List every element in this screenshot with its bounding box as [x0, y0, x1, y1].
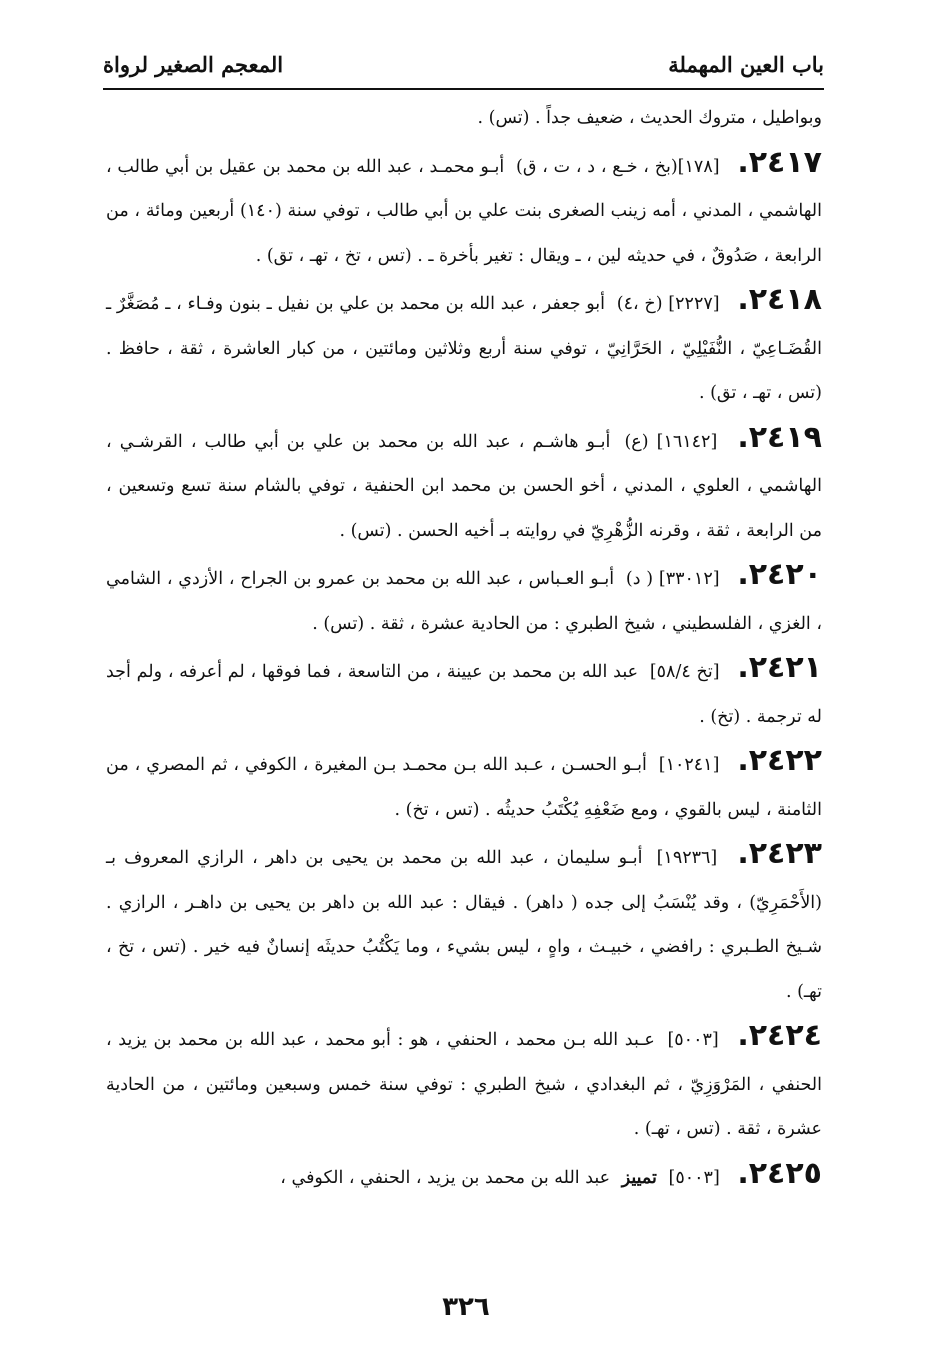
entry-2423: [106, 832, 822, 1014]
entry-number: ٢٤٢٣.: [737, 836, 822, 871]
entry-number: ٢٤١٩.: [737, 419, 822, 455]
entry-refs: [٢٢٢٧] (خ ،٤): [616, 294, 720, 314]
entry-2417: [106, 141, 822, 279]
entry-refs: [١٩٢٣٦]: [656, 848, 718, 868]
entry-text: عبد الله بن محمد بن عيينة ، من التاسعة ، فما فوقها ، لم أعرفه ، ولم أجد له ترجمة . (تخ) .: [106, 662, 822, 727]
entry-2420: [106, 553, 822, 646]
entry-number: ٢٤١٨.: [737, 282, 822, 317]
entry-refs: [٥٠٠٣]: [668, 1167, 720, 1188]
entry-text: أبـو الحسـن ، عـبد الله بـن محمـد بـن المغيرة ، الكوفي ، ثم المصري ، من الثامنة ، ليس بالقوي ، ومع ضَعْفِهِ يُكْتَبُ حديثُه . (تس ، تخ) .: [106, 755, 822, 820]
entry-refs: [٣٣٠١٢] ( د): [625, 569, 720, 589]
entry-text: عـبد الله بـن محمد ، الحنفي ، هو : أبو محمد ، عبد الله بن محمد بن يزيد ، الحنفي ، المَرْوَزِيّ ، ثم البغدادي ، شيخ الطبري : توفي سنة خمس وسبعين ومائتين ، من الحادية عشرة ، ثقة . (تس ، تهـ) .: [106, 1030, 822, 1139]
entry-refs: [١٦١٤٢] (ع): [624, 431, 718, 452]
chapter-title: باب العين المهملة: [668, 51, 824, 77]
entry-text: أبـو هاشـم ، عبد الله بن محمد بن علي بن أبي طالب ، القرشـي ، الهاشمي ، العلوي ، المدني ، أخو الحسن بن محمد ابن الحنفية ، توفي بالشام سنة تسع وتسعين ، من الرابعة ، ثقة ، وقرنه الزُّهْرِيّ في روايته بـ أخيه الحسن . (تس) .: [106, 431, 822, 541]
entry-2424: [106, 1014, 822, 1152]
entry-number: ٢٤٢٤.: [737, 1018, 822, 1053]
entry-number: ٢٤١٧.: [737, 144, 822, 180]
entry-text: عبد الله بن محمد بن يزيد ، الحنفي ، الكوفي ،: [280, 1167, 611, 1188]
continuation-text: وبواطيل ، متروك الحديث ، ضعيف جداً . (تس) .: [477, 108, 822, 128]
entry-refs: [١٠٢٤١]: [658, 755, 720, 775]
book-title: المعجم الصغير لرواة: [103, 51, 284, 77]
entry-number: ٢٤٢٢.: [737, 743, 822, 778]
entry-number: ٢٤٢١.: [737, 650, 822, 685]
page-number: ٣٢٦: [442, 1292, 490, 1322]
entry-text: أبـو سليمان ، عبد الله بن محمد بن يحيى بن داهر ، الرازي المعروف بـ (الأَحْمَرِيّ) ، وقد يُنْسَبُ إلى جده ( داهر) . فيقال : عبد الله بن داهر بن يحيى بن داهـر ، الرازي . شـيخ الطـبري : رافضي ، خبيـث ، واهٍ ، ليس بشيء ، وما يَكْتُبُ حديثَه إنسانٌ فيه خير . (تس ، تخ ، تهـ) .: [106, 848, 822, 1002]
entry-refs: [تخ ٥٨/٤]: [649, 662, 720, 682]
entry-2425: [106, 1152, 822, 1201]
entry-number: ٢٤٢٥.: [737, 1155, 822, 1191]
entry-text: أبـو محمـد ، عبد الله بن محمد بن عقيل بن أبي طالب ، الهاشمي ، المدني ، أمه زينب الصغرى بنت علي بن أبي طالب ، توفي سنة (١٤٠) أربعين ومائة ، من الرابعة ، صَدُوقٌ ، في حديثه لين ، ـ ويقال : تغير بأخرة ـ . (تس ، تخ ، تهـ ، تق) .: [106, 156, 822, 266]
entry-text: أبو جعفر ، عبد الله بن محمد بن علي بن نفيل ـ بنون وفـاء ، ـ مُصَغَّرٌ ـ القُضَـاعِيّ ، النُّفَيْلِيّ ، الحَرَّانِيّ ، توفي سنة أربع وثلاثين ومائتين ، من كبار العاشرة ، ثقة ، حافظ . (تس ، تهـ ، تق) .: [106, 294, 822, 403]
entry-number: ٢٤٢٠.: [737, 557, 822, 592]
page-body: [106, 96, 822, 1200]
entry-2422: [106, 739, 822, 832]
entry-refs: [٥٠٠٣]: [667, 1030, 719, 1050]
entry-2418: [106, 278, 822, 416]
entry-text: أبـو العـباس ، عبد الله بن محمد بن عمرو بن الجراح ، الأزدي ، الشامي ، الغزي ، الفلسطيني ، شيخ الطبري : من الحادية عشرة ، ثقة . (تس) .: [106, 569, 822, 634]
entry-2421: [106, 646, 822, 739]
tamyiz-label: تمييز: [621, 1167, 657, 1188]
entry-refs: [١٧٨](بخ ، خـع ، د ، ت ، ق): [516, 156, 720, 177]
page-header: [103, 40, 824, 90]
entry-2419: [106, 416, 822, 554]
